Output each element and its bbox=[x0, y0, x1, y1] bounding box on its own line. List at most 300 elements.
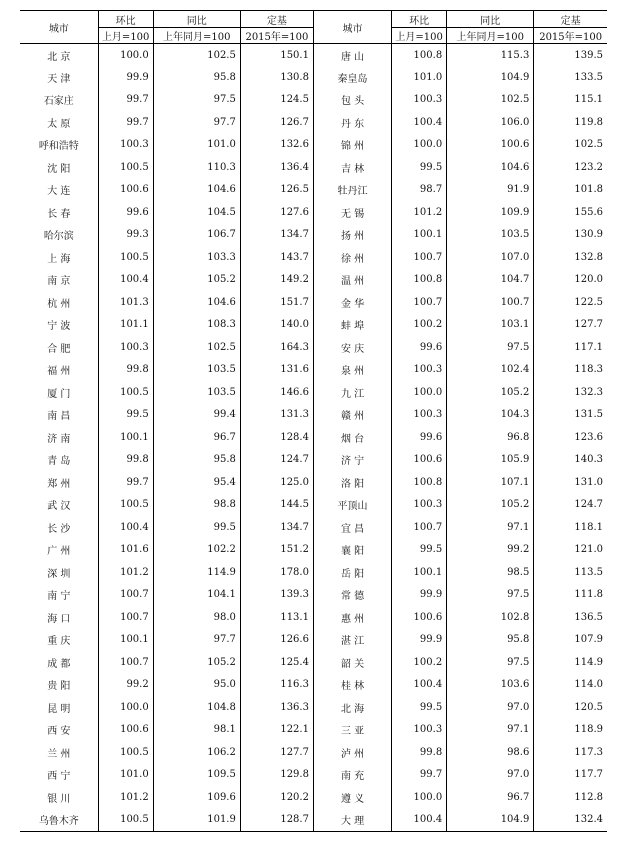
table-row bbox=[20, 359, 607, 382]
left-yoy-cell: 105.2 bbox=[153, 651, 240, 674]
header-city: 城市 bbox=[313, 11, 391, 44]
left-mom-cell: 100.5 bbox=[98, 156, 153, 179]
left-mom-cell: 100.3 bbox=[98, 134, 153, 157]
left-mom-cell: 101.1 bbox=[98, 314, 153, 337]
right-fixed-cell: 118.9 bbox=[534, 719, 607, 742]
left-fixed-cell: 134.7 bbox=[240, 516, 313, 539]
right-city-cell: 吉 林 bbox=[313, 156, 391, 179]
left-mom-cell: 99.8 bbox=[98, 449, 153, 472]
right-city-cell: 唐 山 bbox=[313, 44, 391, 67]
right-fixed-cell: 123.6 bbox=[534, 426, 607, 449]
right-fixed-cell: 132.3 bbox=[534, 381, 607, 404]
right-mom-cell: 99.5 bbox=[392, 156, 447, 179]
left-city-cell: 太 原 bbox=[47, 118, 71, 130]
left-mom-cell: 100.7 bbox=[98, 651, 153, 674]
table-row bbox=[20, 246, 607, 269]
left-mom-cell: 99.7 bbox=[98, 111, 153, 134]
right-yoy-cell: 96.8 bbox=[447, 426, 534, 449]
left-fixed-cell: 113.1 bbox=[240, 606, 313, 629]
right-city-cell: 扬 州 bbox=[313, 224, 391, 247]
right-city-cell: 南 充 bbox=[313, 764, 391, 787]
left-fixed-cell: 136.3 bbox=[240, 696, 313, 719]
right-mom-cell: 100.7 bbox=[392, 291, 447, 314]
right-city-cell: 桂 林 bbox=[313, 674, 391, 697]
right-yoy-cell: 102.4 bbox=[447, 359, 534, 382]
right-fixed-cell: 155.6 bbox=[534, 201, 607, 224]
header-mom-sub: 上月=100 bbox=[98, 28, 153, 44]
left-mom-cell: 100.7 bbox=[98, 584, 153, 607]
left-yoy-cell: 102.5 bbox=[153, 44, 240, 67]
left-city-cell: 长 春 bbox=[47, 208, 71, 220]
left-mom-cell: 99.7 bbox=[98, 471, 153, 494]
left-yoy-cell: 108.3 bbox=[153, 314, 240, 337]
left-fixed-cell: 151.2 bbox=[240, 539, 313, 562]
table-row bbox=[20, 696, 607, 719]
right-fixed-cell: 121.0 bbox=[534, 539, 607, 562]
right-fixed-cell: 130.9 bbox=[534, 224, 607, 247]
right-city-cell: 遵 义 bbox=[313, 786, 391, 809]
left-fixed-cell: 125.4 bbox=[240, 651, 313, 674]
left-city-cell: 呼和浩特 bbox=[38, 141, 79, 153]
left-fixed-cell: 134.7 bbox=[240, 224, 313, 247]
left-mom-cell: 100.5 bbox=[98, 246, 153, 269]
left-mom-cell: 100.5 bbox=[98, 381, 153, 404]
right-mom-cell: 100.0 bbox=[392, 134, 447, 157]
left-city-cell: 贵 阳 bbox=[47, 681, 71, 693]
table-row bbox=[20, 44, 607, 67]
table-header bbox=[20, 11, 607, 44]
left-mom-cell: 101.0 bbox=[98, 764, 153, 787]
left-yoy-cell: 106.7 bbox=[153, 224, 240, 247]
left-mom-cell: 99.2 bbox=[98, 674, 153, 697]
right-mom-cell: 100.4 bbox=[392, 809, 447, 832]
right-fixed-cell: 119.8 bbox=[534, 111, 607, 134]
right-city-cell: 九 江 bbox=[313, 381, 391, 404]
right-fixed-cell: 140.3 bbox=[534, 449, 607, 472]
left-city-cell: 杭 州 bbox=[47, 298, 71, 310]
right-city-cell: 丹 东 bbox=[313, 111, 391, 134]
right-mom-cell: 100.3 bbox=[392, 719, 447, 742]
left-fixed-cell: 130.8 bbox=[240, 66, 313, 89]
left-city-cell: 厦 门 bbox=[47, 388, 71, 400]
right-city-cell: 泉 州 bbox=[313, 359, 391, 382]
header-fixed: 定基 bbox=[534, 11, 607, 28]
left-yoy-cell: 109.5 bbox=[153, 764, 240, 787]
left-fixed-cell: 144.5 bbox=[240, 494, 313, 517]
right-mom-cell: 100.6 bbox=[392, 606, 447, 629]
price-index-table bbox=[20, 10, 607, 832]
table-row bbox=[20, 561, 607, 584]
left-city-cell: 西 宁 bbox=[47, 771, 71, 783]
right-mom-cell: 100.3 bbox=[392, 404, 447, 427]
right-mom-cell: 100.4 bbox=[392, 674, 447, 697]
left-fixed-cell: 126.7 bbox=[240, 111, 313, 134]
left-city-cell: 大 连 bbox=[47, 186, 71, 198]
right-yoy-cell: 104.3 bbox=[447, 404, 534, 427]
left-city-cell: 天 津 bbox=[47, 73, 71, 85]
right-fixed-cell: 127.7 bbox=[534, 314, 607, 337]
left-yoy-cell: 98.0 bbox=[153, 606, 240, 629]
table-row bbox=[20, 471, 607, 494]
left-fixed-cell: 136.4 bbox=[240, 156, 313, 179]
right-mom-cell: 100.7 bbox=[392, 516, 447, 539]
right-yoy-cell: 102.5 bbox=[447, 89, 534, 112]
right-yoy-cell: 99.2 bbox=[447, 539, 534, 562]
left-mom-cell: 100.1 bbox=[98, 426, 153, 449]
header-fixed: 定基 bbox=[240, 11, 313, 28]
table-row bbox=[20, 66, 607, 89]
right-city-cell: 济 宁 bbox=[313, 449, 391, 472]
table-row bbox=[20, 269, 607, 292]
right-yoy-cell: 104.6 bbox=[447, 156, 534, 179]
right-yoy-cell: 104.7 bbox=[447, 269, 534, 292]
left-city-cell: 兰 州 bbox=[47, 748, 71, 760]
right-fixed-cell: 131.0 bbox=[534, 471, 607, 494]
right-city-cell: 北 海 bbox=[313, 696, 391, 719]
right-city-cell: 无 锡 bbox=[313, 201, 391, 224]
table-row bbox=[20, 426, 607, 449]
left-fixed-cell: 151.7 bbox=[240, 291, 313, 314]
table-row bbox=[20, 314, 607, 337]
left-mom-cell: 100.5 bbox=[98, 809, 153, 832]
table-row bbox=[20, 404, 607, 427]
left-fixed-cell: 143.7 bbox=[240, 246, 313, 269]
right-fixed-cell: 102.5 bbox=[534, 134, 607, 157]
left-fixed-cell: 129.8 bbox=[240, 764, 313, 787]
right-mom-cell: 100.1 bbox=[392, 561, 447, 584]
right-fixed-cell: 115.1 bbox=[534, 89, 607, 112]
right-fixed-cell: 120.0 bbox=[534, 269, 607, 292]
table-row bbox=[20, 809, 607, 832]
left-yoy-cell: 104.6 bbox=[153, 179, 240, 202]
right-fixed-cell: 114.9 bbox=[534, 651, 607, 674]
table-row bbox=[20, 629, 607, 652]
left-city-cell: 福 州 bbox=[47, 366, 71, 378]
left-fixed-cell: 131.6 bbox=[240, 359, 313, 382]
right-fixed-cell: 117.3 bbox=[534, 741, 607, 764]
left-city-cell: 上 海 bbox=[47, 253, 71, 265]
right-mom-cell: 100.0 bbox=[392, 786, 447, 809]
table-row bbox=[20, 381, 607, 404]
left-yoy-cell: 104.8 bbox=[153, 696, 240, 719]
right-mom-cell: 100.2 bbox=[392, 651, 447, 674]
left-yoy-cell: 97.7 bbox=[153, 629, 240, 652]
left-fixed-cell: 146.6 bbox=[240, 381, 313, 404]
left-fixed-cell: 128.4 bbox=[240, 426, 313, 449]
left-yoy-cell: 110.3 bbox=[153, 156, 240, 179]
left-mom-cell: 99.9 bbox=[98, 66, 153, 89]
right-yoy-cell: 97.5 bbox=[447, 336, 534, 359]
table-row bbox=[20, 606, 607, 629]
left-fixed-cell: 120.2 bbox=[240, 786, 313, 809]
table-row bbox=[20, 336, 607, 359]
left-yoy-cell: 97.7 bbox=[153, 111, 240, 134]
right-fixed-cell: 132.4 bbox=[534, 809, 607, 832]
left-yoy-cell: 103.3 bbox=[153, 246, 240, 269]
left-yoy-cell: 101.9 bbox=[153, 809, 240, 832]
right-yoy-cell: 100.7 bbox=[447, 291, 534, 314]
left-yoy-cell: 98.8 bbox=[153, 494, 240, 517]
left-city-cell: 哈尔滨 bbox=[43, 231, 74, 243]
left-mom-cell: 99.7 bbox=[98, 89, 153, 112]
right-mom-cell: 99.5 bbox=[392, 539, 447, 562]
left-city-cell: 郑 州 bbox=[47, 478, 71, 490]
left-mom-cell: 101.2 bbox=[98, 561, 153, 584]
right-city-cell: 锦 州 bbox=[313, 134, 391, 157]
left-mom-cell: 100.1 bbox=[98, 629, 153, 652]
left-city-cell: 昆 明 bbox=[47, 703, 71, 715]
right-city-cell: 安 庆 bbox=[313, 336, 391, 359]
left-yoy-cell: 109.6 bbox=[153, 786, 240, 809]
left-mom-cell: 100.3 bbox=[98, 336, 153, 359]
right-city-cell: 牡丹江 bbox=[313, 179, 391, 202]
right-yoy-cell: 107.1 bbox=[447, 471, 534, 494]
right-city-cell: 洛 阳 bbox=[313, 471, 391, 494]
left-city-cell: 济 南 bbox=[47, 433, 71, 445]
right-yoy-cell: 103.5 bbox=[447, 224, 534, 247]
right-city-cell: 秦皇岛 bbox=[313, 66, 391, 89]
right-mom-cell: 100.3 bbox=[392, 89, 447, 112]
left-city-cell: 北 京 bbox=[47, 51, 71, 63]
right-yoy-cell: 98.6 bbox=[447, 741, 534, 764]
left-mom-cell: 101.6 bbox=[98, 539, 153, 562]
right-mom-cell: 100.8 bbox=[392, 269, 447, 292]
right-yoy-cell: 91.9 bbox=[447, 179, 534, 202]
table-row bbox=[20, 674, 607, 697]
left-mom-cell: 100.6 bbox=[98, 179, 153, 202]
right-mom-cell: 99.5 bbox=[392, 696, 447, 719]
left-yoy-cell: 104.5 bbox=[153, 201, 240, 224]
header-fixed-sub: 2015年=100 bbox=[240, 28, 313, 44]
right-fixed-cell: 131.5 bbox=[534, 404, 607, 427]
right-city-cell: 金 华 bbox=[313, 291, 391, 314]
table-row bbox=[20, 786, 607, 809]
left-city-cell: 成 都 bbox=[47, 658, 71, 670]
right-city-cell: 襄 阳 bbox=[313, 539, 391, 562]
right-yoy-cell: 102.8 bbox=[447, 606, 534, 629]
right-city-cell: 三 亚 bbox=[313, 719, 391, 742]
right-mom-cell: 99.6 bbox=[392, 426, 447, 449]
left-fixed-cell: 116.3 bbox=[240, 674, 313, 697]
left-mom-cell: 100.0 bbox=[98, 696, 153, 719]
right-yoy-cell: 104.9 bbox=[447, 809, 534, 832]
table-row bbox=[20, 201, 607, 224]
table-row bbox=[20, 651, 607, 674]
header-mom-sub: 上月=100 bbox=[392, 28, 447, 44]
left-mom-cell: 99.8 bbox=[98, 359, 153, 382]
right-city-cell: 温 州 bbox=[313, 269, 391, 292]
right-mom-cell: 99.9 bbox=[392, 584, 447, 607]
header-fixed-sub: 2015年=100 bbox=[534, 28, 607, 44]
left-city-cell: 长 沙 bbox=[47, 523, 71, 535]
left-fixed-cell: 126.6 bbox=[240, 629, 313, 652]
right-fixed-cell: 118.1 bbox=[534, 516, 607, 539]
right-city-cell: 岳 阳 bbox=[313, 561, 391, 584]
right-city-cell: 常 德 bbox=[313, 584, 391, 607]
right-fixed-cell: 139.5 bbox=[534, 44, 607, 67]
left-fixed-cell: 132.6 bbox=[240, 134, 313, 157]
left-mom-cell: 100.4 bbox=[98, 269, 153, 292]
left-mom-cell: 101.2 bbox=[98, 786, 153, 809]
right-fixed-cell: 111.8 bbox=[534, 584, 607, 607]
right-fixed-cell: 107.9 bbox=[534, 629, 607, 652]
right-fixed-cell: 124.7 bbox=[534, 494, 607, 517]
left-city-cell: 沈 阳 bbox=[47, 163, 71, 175]
right-yoy-cell: 97.1 bbox=[447, 719, 534, 742]
table-row bbox=[20, 156, 607, 179]
left-mom-cell: 99.5 bbox=[98, 404, 153, 427]
left-city-cell: 青 岛 bbox=[47, 456, 71, 468]
right-yoy-cell: 97.5 bbox=[447, 651, 534, 674]
left-yoy-cell: 101.0 bbox=[153, 134, 240, 157]
right-fixed-cell: 113.5 bbox=[534, 561, 607, 584]
right-city-cell: 大 理 bbox=[313, 809, 391, 832]
left-fixed-cell: 126.5 bbox=[240, 179, 313, 202]
left-city-cell: 海 口 bbox=[47, 613, 71, 625]
left-mom-cell: 99.3 bbox=[98, 224, 153, 247]
right-mom-cell: 100.2 bbox=[392, 314, 447, 337]
table-row bbox=[20, 516, 607, 539]
right-fixed-cell: 112.8 bbox=[534, 786, 607, 809]
table-row bbox=[20, 134, 607, 157]
right-mom-cell: 98.7 bbox=[392, 179, 447, 202]
header-yoy: 同比 bbox=[447, 11, 534, 28]
right-yoy-cell: 96.7 bbox=[447, 786, 534, 809]
left-city-cell: 深 圳 bbox=[47, 568, 71, 580]
right-city-cell: 韶 关 bbox=[313, 651, 391, 674]
header-yoy-sub: 上年同月=100 bbox=[153, 28, 240, 44]
right-mom-cell: 100.8 bbox=[392, 471, 447, 494]
left-fixed-cell: 140.0 bbox=[240, 314, 313, 337]
table-row bbox=[20, 539, 607, 562]
left-fixed-cell: 150.1 bbox=[240, 44, 313, 67]
right-mom-cell: 100.1 bbox=[392, 224, 447, 247]
right-city-cell: 平顶山 bbox=[313, 494, 391, 517]
left-yoy-cell: 95.0 bbox=[153, 674, 240, 697]
left-city-cell: 广 州 bbox=[47, 546, 71, 558]
table-row bbox=[20, 584, 607, 607]
right-fixed-cell: 114.0 bbox=[534, 674, 607, 697]
right-city-cell: 赣 州 bbox=[313, 404, 391, 427]
right-yoy-cell: 103.1 bbox=[447, 314, 534, 337]
left-city-cell: 南 京 bbox=[47, 276, 71, 288]
right-city-cell: 泸 州 bbox=[313, 741, 391, 764]
left-yoy-cell: 103.5 bbox=[153, 381, 240, 404]
header-mom: 环比 bbox=[392, 11, 447, 28]
left-mom-cell: 100.6 bbox=[98, 719, 153, 742]
right-fixed-cell: 118.3 bbox=[534, 359, 607, 382]
right-city-cell: 包 头 bbox=[313, 89, 391, 112]
header-yoy-sub: 上年同月=100 bbox=[447, 28, 534, 44]
left-mom-cell: 100.4 bbox=[98, 516, 153, 539]
left-fixed-cell: 127.6 bbox=[240, 201, 313, 224]
header-mom: 环比 bbox=[98, 11, 153, 28]
table-row bbox=[20, 449, 607, 472]
left-yoy-cell: 95.8 bbox=[153, 449, 240, 472]
table-row bbox=[20, 494, 607, 517]
right-yoy-cell: 105.9 bbox=[447, 449, 534, 472]
right-yoy-cell: 103.6 bbox=[447, 674, 534, 697]
left-mom-cell: 100.0 bbox=[98, 44, 153, 67]
right-mom-cell: 99.8 bbox=[392, 741, 447, 764]
left-yoy-cell: 96.7 bbox=[153, 426, 240, 449]
left-mom-cell: 101.3 bbox=[98, 291, 153, 314]
right-city-cell: 蚌 埠 bbox=[313, 314, 391, 337]
left-city-cell: 西 安 bbox=[47, 726, 71, 738]
right-mom-cell: 101.0 bbox=[392, 66, 447, 89]
left-yoy-cell: 97.5 bbox=[153, 89, 240, 112]
left-fixed-cell: 131.3 bbox=[240, 404, 313, 427]
left-yoy-cell: 103.5 bbox=[153, 359, 240, 382]
right-yoy-cell: 105.2 bbox=[447, 494, 534, 517]
right-fixed-cell: 123.2 bbox=[534, 156, 607, 179]
left-yoy-cell: 95.8 bbox=[153, 66, 240, 89]
right-fixed-cell: 132.8 bbox=[534, 246, 607, 269]
right-fixed-cell: 117.7 bbox=[534, 764, 607, 787]
right-city-cell: 徐 州 bbox=[313, 246, 391, 269]
left-city-cell: 南 昌 bbox=[47, 411, 71, 423]
right-fixed-cell: 120.5 bbox=[534, 696, 607, 719]
left-fixed-cell: 139.3 bbox=[240, 584, 313, 607]
left-yoy-cell: 95.4 bbox=[153, 471, 240, 494]
right-fixed-cell: 122.5 bbox=[534, 291, 607, 314]
table-row bbox=[20, 179, 607, 202]
table-row bbox=[20, 89, 607, 112]
right-yoy-cell: 97.5 bbox=[447, 584, 534, 607]
header-yoy: 同比 bbox=[153, 11, 240, 28]
left-city-cell: 乌鲁木齐 bbox=[20, 809, 98, 832]
right-mom-cell: 100.3 bbox=[392, 494, 447, 517]
right-city-cell: 惠 州 bbox=[313, 606, 391, 629]
left-fixed-cell: 122.1 bbox=[240, 719, 313, 742]
right-fixed-cell: 117.1 bbox=[534, 336, 607, 359]
table-row bbox=[20, 111, 607, 134]
table-body bbox=[20, 44, 607, 832]
left-yoy-cell: 106.2 bbox=[153, 741, 240, 764]
table-row bbox=[20, 291, 607, 314]
left-yoy-cell: 114.9 bbox=[153, 561, 240, 584]
left-city-cell: 武 汉 bbox=[47, 501, 71, 513]
left-city-cell: 石家庄 bbox=[43, 96, 74, 108]
left-mom-cell: 99.6 bbox=[98, 201, 153, 224]
right-yoy-cell: 115.3 bbox=[447, 44, 534, 67]
right-mom-cell: 99.6 bbox=[392, 336, 447, 359]
left-yoy-cell: 104.6 bbox=[153, 291, 240, 314]
right-fixed-cell: 136.5 bbox=[534, 606, 607, 629]
left-fixed-cell: 164.3 bbox=[240, 336, 313, 359]
table-row bbox=[20, 764, 607, 787]
left-yoy-cell: 99.5 bbox=[153, 516, 240, 539]
left-fixed-cell: 124.7 bbox=[240, 449, 313, 472]
left-fixed-cell: 178.0 bbox=[240, 561, 313, 584]
right-mom-cell: 101.2 bbox=[392, 201, 447, 224]
right-mom-cell: 100.3 bbox=[392, 359, 447, 382]
right-yoy-cell: 97.0 bbox=[447, 764, 534, 787]
left-city-cell: 银 川 bbox=[47, 793, 71, 805]
left-yoy-cell: 104.1 bbox=[153, 584, 240, 607]
right-yoy-cell: 95.8 bbox=[447, 629, 534, 652]
right-fixed-cell: 133.5 bbox=[534, 66, 607, 89]
table-row bbox=[20, 741, 607, 764]
left-yoy-cell: 98.1 bbox=[153, 719, 240, 742]
right-yoy-cell: 106.0 bbox=[447, 111, 534, 134]
right-city-cell: 烟 台 bbox=[313, 426, 391, 449]
table-row bbox=[20, 719, 607, 742]
left-fixed-cell: 124.5 bbox=[240, 89, 313, 112]
right-yoy-cell: 98.5 bbox=[447, 561, 534, 584]
right-fixed-cell: 101.8 bbox=[534, 179, 607, 202]
right-yoy-cell: 97.1 bbox=[447, 516, 534, 539]
